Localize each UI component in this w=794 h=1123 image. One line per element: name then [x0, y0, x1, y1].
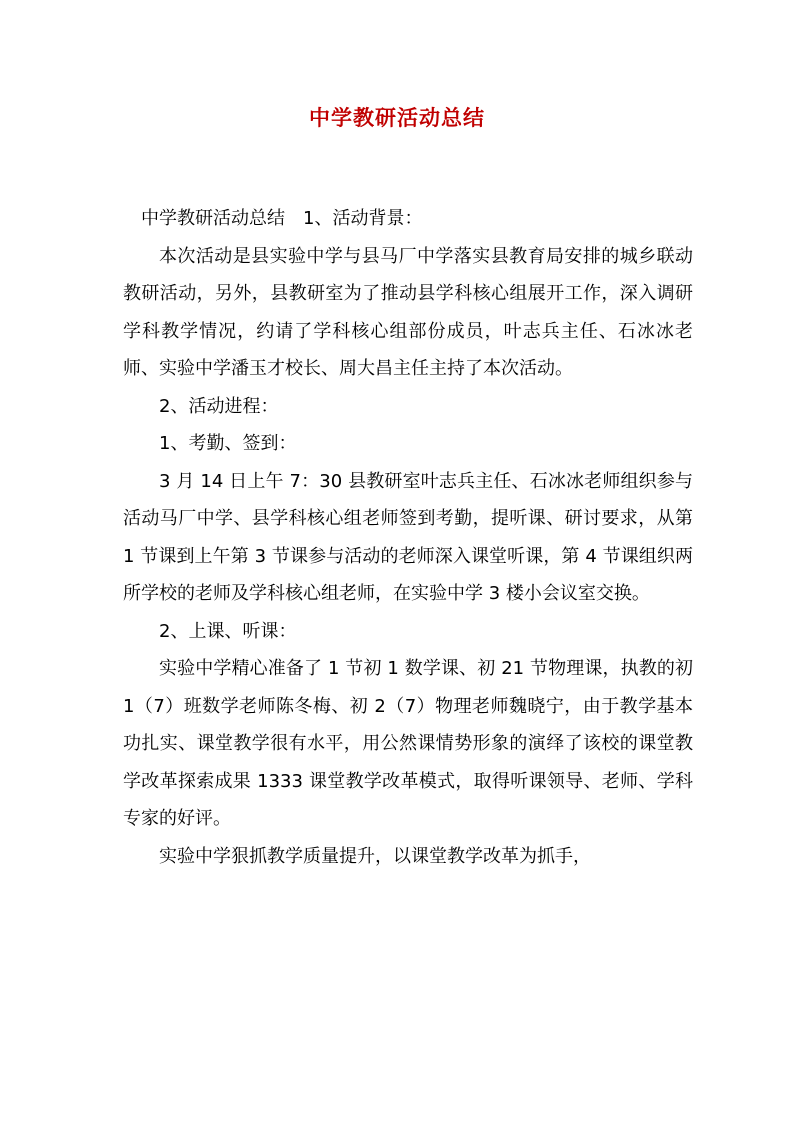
heading-attendance: 1、考勤、签到： [159, 433, 297, 454]
paragraph-intro: 中学教研活动总结 1、活动背景： [141, 208, 423, 229]
document-body [123, 200, 693, 875]
document-title: 中学教研活动总结 [309, 105, 485, 130]
paragraph-quality: 实验中学狠抓教学质量提升，以课堂教学改革为抓手， [159, 845, 591, 867]
paragraph-attendance: 3 月 14 日上午 7：30 县教研室叶志兵主任、石冰冰老师组织参与活动马厂中学、县学科核心组老师签到考勤，提听课、研讨要求，从第 1 节课到上午第 3 节课参与活动的老师深入课堂听课，第 4 节课组织两所学校的老师及学科核心组老师，在实验中学 3 楼小会议室交换。 [123, 470, 693, 604]
heading-process: 2、活动进程： [159, 395, 279, 417]
paragraph-lessons: 实验中学精心准备了 1 节初 1 数学课、初 21 节物理课，执教的初 1（7）班数学老师陈冬梅、初 2（7）物理老师魏晓宁，由于教学基本功扎实、课堂教学很有水平，用公然课情势形象的演绎了该校的课堂教学改革探索成果 1333 课堂教学改革模式，取得听课领导、老师、学科专家的好评。 [123, 658, 693, 829]
paragraph-background: 本次活动是县实验中学与县马厂中学落实县教育局安排的城乡联动教研活动，另外，县教研室为了推动县学科核心组展开工作，深入调研学科教学情况，约请了学科核心组部份成员，叶志兵主任、石冰冰老师、实验中学潘玉才校长、周大昌主任主持了本次活动。 [123, 245, 693, 379]
heading-lessons: 2、上课、听课： [159, 620, 297, 642]
